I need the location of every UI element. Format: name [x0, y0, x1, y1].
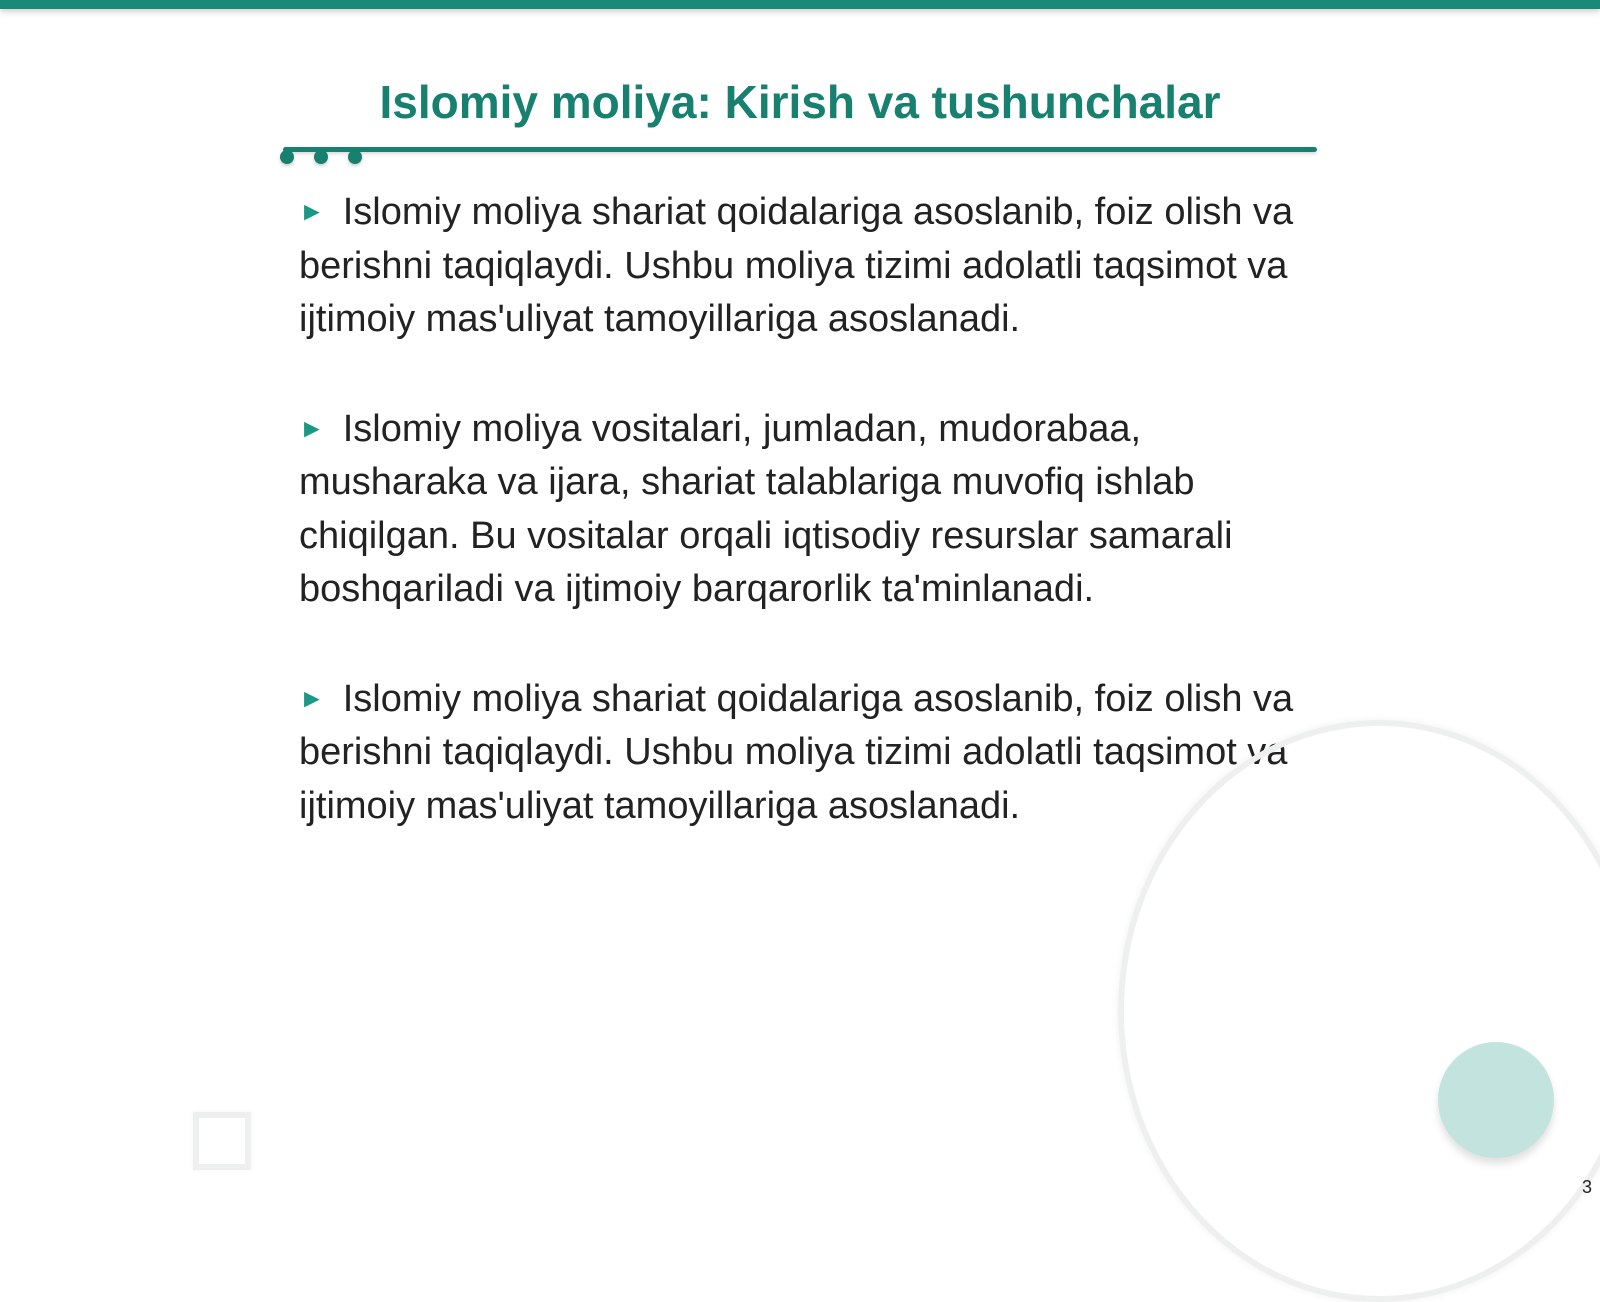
bullet-list	[299, 185, 1309, 888]
top-accent-bar	[0, 0, 1600, 9]
bullet-item	[299, 672, 1309, 834]
bullet-item	[299, 402, 1309, 617]
bullet-arrow-icon: ►	[299, 196, 325, 226]
underline-dot-1	[280, 150, 294, 164]
bullet-text: Islomiy moliya vositalari, jumladan, mudorabaa, musharaka va ijara, shariat talablariga muvofiq ishlab chiqilgan. Bu vositalar orqali iqtisodiy resurslar samarali boshqariladi va ijtimoiy barqarorlik ta'minlanadi.	[299, 407, 1233, 610]
page-number: 3	[1581, 1177, 1592, 1197]
bullet-arrow-icon: ►	[299, 412, 325, 443]
title-underline	[283, 147, 1317, 152]
underline-dot-3	[348, 150, 362, 164]
underline-dot-2	[314, 150, 328, 164]
bullet-text: Islomiy moliya shariat qoidalariga asoslanib, foiz olish va berishni taqiqlaydi. Ushbu moliya tizimi adolatli taqsimot va ijtimoiy mas'uliyat tamoyillariga asoslanadi.	[299, 191, 1294, 340]
decorative-circle	[1438, 1042, 1554, 1158]
bullet-arrow-icon: ►	[299, 682, 325, 713]
decorative-square	[193, 1112, 251, 1170]
slide-title: Islomiy moliya: Kirish va tushunchalar	[379, 76, 1221, 128]
bullet-item	[299, 185, 1309, 347]
bullet-text: Islomiy moliya shariat qoidalariga asoslanib, foiz olish va berishni taqiqlaydi. Ushbu moliya tizimi adolatli taqsimot va ijtimoiy mas'uliyat tamoyillariga asoslanadi.	[299, 677, 1294, 827]
